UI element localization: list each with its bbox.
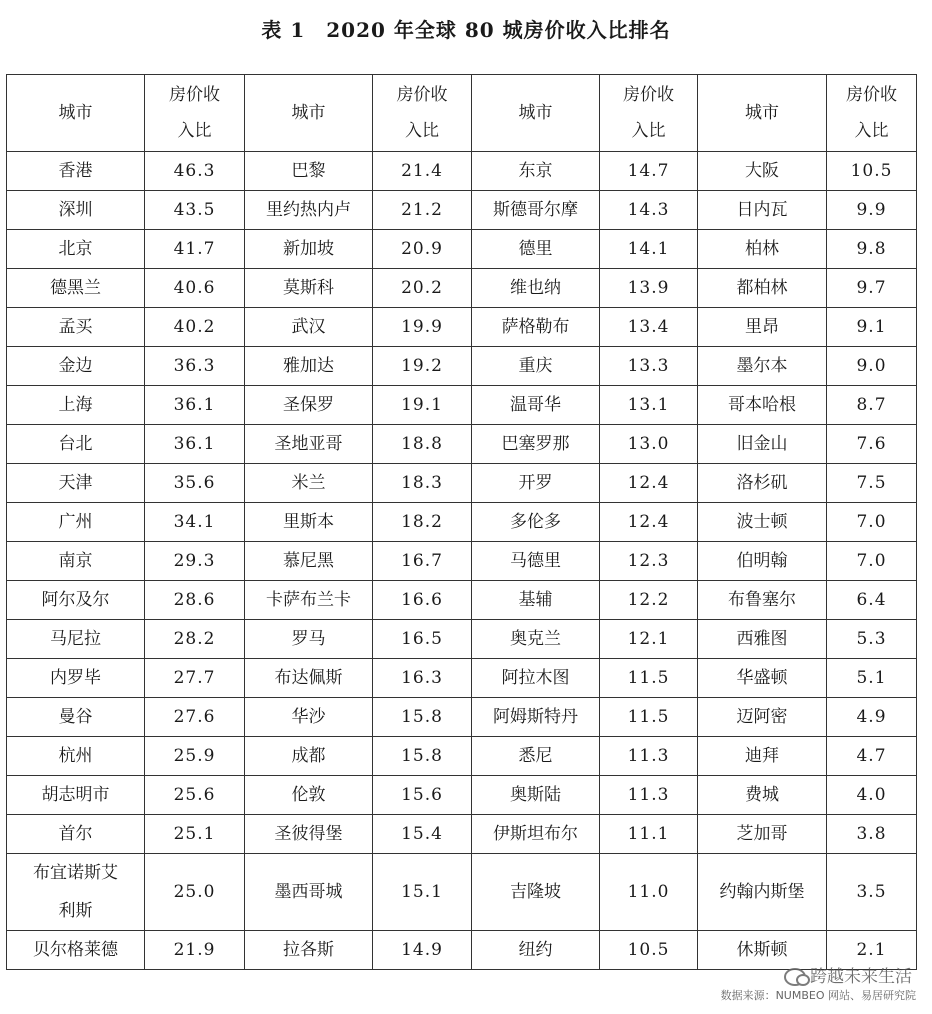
ratio-cell: 7.0 (827, 542, 917, 581)
table-row (7, 464, 917, 503)
ranking-table (6, 74, 917, 970)
city-cell: 米兰 (245, 464, 373, 503)
city-cell: 雅加达 (245, 347, 373, 386)
city-cell: 深圳 (7, 191, 145, 230)
ratio-cell: 25.6 (145, 776, 245, 815)
city-cell: 约翰内斯堡 (698, 854, 827, 931)
city-cell: 阿尔及尔 (7, 581, 145, 620)
city-cell: 南京 (7, 542, 145, 581)
ratio-cell: 18.3 (373, 464, 472, 503)
ratio-cell: 16.7 (373, 542, 472, 581)
city-cell: 布达佩斯 (245, 659, 373, 698)
city-cell: 墨西哥城 (245, 854, 373, 931)
ratio-cell: 19.9 (373, 308, 472, 347)
city-cell: 莫斯科 (245, 269, 373, 308)
ratio-cell: 11.1 (600, 815, 698, 854)
ratio-cell: 43.5 (145, 191, 245, 230)
city-cell: 阿拉木图 (472, 659, 600, 698)
ratio-cell: 40.6 (145, 269, 245, 308)
ratio-cell: 21.4 (373, 152, 472, 191)
ratio-cell: 9.9 (827, 191, 917, 230)
ratio-cell: 11.5 (600, 698, 698, 737)
city-cell: 纽约 (472, 931, 600, 970)
city-cell: 华沙 (245, 698, 373, 737)
ratio-cell: 18.2 (373, 503, 472, 542)
table-row (7, 386, 917, 425)
ratio-cell: 41.7 (145, 230, 245, 269)
ratio-cell: 11.5 (600, 659, 698, 698)
table-row (7, 620, 917, 659)
ratio-cell: 9.1 (827, 308, 917, 347)
city-cell: 台北 (7, 425, 145, 464)
ratio-cell: 3.5 (827, 854, 917, 931)
ratio-cell: 9.7 (827, 269, 917, 308)
table-row (7, 542, 917, 581)
ratio-cell: 11.0 (600, 854, 698, 931)
ratio-cell: 12.4 (600, 464, 698, 503)
city-cell: 伯明翰 (698, 542, 827, 581)
city-cell: 斯德哥尔摩 (472, 191, 600, 230)
ratio-cell: 13.1 (600, 386, 698, 425)
ratio-cell: 8.7 (827, 386, 917, 425)
city-cell: 吉隆坡 (472, 854, 600, 931)
ratio-cell: 35.6 (145, 464, 245, 503)
city-cell: 大阪 (698, 152, 827, 191)
ratio-cell: 15.1 (373, 854, 472, 931)
city-cell: 香港 (7, 152, 145, 191)
city-cell: 马尼拉 (7, 620, 145, 659)
ratio-cell: 12.4 (600, 503, 698, 542)
ratio-cell: 10.5 (600, 931, 698, 970)
table-row (7, 503, 917, 542)
ratio-cell: 7.0 (827, 503, 917, 542)
city-cell: 旧金山 (698, 425, 827, 464)
city-cell: 哥本哈根 (698, 386, 827, 425)
city-cell: 多伦多 (472, 503, 600, 542)
ratio-cell: 11.3 (600, 737, 698, 776)
city-cell: 巴塞罗那 (472, 425, 600, 464)
header-ratio: 房价收 入比 (145, 75, 245, 152)
ratio-cell: 15.8 (373, 737, 472, 776)
city-cell: 布鲁塞尔 (698, 581, 827, 620)
city-cell: 贝尔格莱德 (7, 931, 145, 970)
ratio-cell: 13.9 (600, 269, 698, 308)
ratio-cell: 40.2 (145, 308, 245, 347)
ratio-cell: 16.6 (373, 581, 472, 620)
table-row (7, 308, 917, 347)
ratio-cell: 20.2 (373, 269, 472, 308)
ratio-cell: 9.8 (827, 230, 917, 269)
table-row (7, 698, 917, 737)
ratio-cell: 36.1 (145, 386, 245, 425)
city-cell: 里昂 (698, 308, 827, 347)
ratio-cell: 5.1 (827, 659, 917, 698)
header-city: 城市 (698, 75, 827, 152)
table-row (7, 347, 917, 386)
header-city: 城市 (7, 75, 145, 152)
ratio-cell: 46.3 (145, 152, 245, 191)
ratio-cell: 4.0 (827, 776, 917, 815)
table-row (7, 854, 917, 931)
city-cell: 马德里 (472, 542, 600, 581)
table-row (7, 230, 917, 269)
ratio-cell: 18.8 (373, 425, 472, 464)
city-cell: 西雅图 (698, 620, 827, 659)
ratio-cell: 11.3 (600, 776, 698, 815)
ratio-cell: 12.2 (600, 581, 698, 620)
ratio-cell: 3.8 (827, 815, 917, 854)
city-cell: 里约热内卢 (245, 191, 373, 230)
header-city: 城市 (245, 75, 373, 152)
city-cell: 日内瓦 (698, 191, 827, 230)
ratio-cell: 12.1 (600, 620, 698, 659)
header-row (7, 75, 917, 152)
city-cell: 芝加哥 (698, 815, 827, 854)
ratio-cell: 25.0 (145, 854, 245, 931)
ratio-cell: 36.3 (145, 347, 245, 386)
city-cell: 悉尼 (472, 737, 600, 776)
city-cell: 德里 (472, 230, 600, 269)
city-cell: 杭州 (7, 737, 145, 776)
city-cell: 罗马 (245, 620, 373, 659)
city-cell: 拉各斯 (245, 931, 373, 970)
ratio-cell: 13.0 (600, 425, 698, 464)
ratio-cell: 14.9 (373, 931, 472, 970)
ratio-cell: 20.9 (373, 230, 472, 269)
ratio-cell: 7.6 (827, 425, 917, 464)
ratio-cell: 29.3 (145, 542, 245, 581)
table-row (7, 191, 917, 230)
header-ratio: 房价收 入比 (827, 75, 917, 152)
ratio-cell: 9.0 (827, 347, 917, 386)
city-cell: 北京 (7, 230, 145, 269)
city-cell: 波士顿 (698, 503, 827, 542)
city-cell: 成都 (245, 737, 373, 776)
ratio-cell: 10.5 (827, 152, 917, 191)
table-row (7, 931, 917, 970)
wechat-icon (784, 968, 806, 986)
city-cell: 迪拜 (698, 737, 827, 776)
city-cell: 奥克兰 (472, 620, 600, 659)
ratio-cell: 28.2 (145, 620, 245, 659)
ratio-cell: 16.5 (373, 620, 472, 659)
data-source-note: 数据来源：NUMBEO 网站、易居研究院 (720, 989, 916, 1002)
city-cell: 迈阿密 (698, 698, 827, 737)
city-cell: 上海 (7, 386, 145, 425)
city-cell: 天津 (7, 464, 145, 503)
city-cell: 圣彼得堡 (245, 815, 373, 854)
city-cell: 柏林 (698, 230, 827, 269)
city-cell: 武汉 (245, 308, 373, 347)
city-cell: 新加坡 (245, 230, 373, 269)
city-cell: 伦敦 (245, 776, 373, 815)
city-cell: 德黑兰 (7, 269, 145, 308)
table-row (7, 152, 917, 191)
table-row (7, 737, 917, 776)
watermark (784, 962, 912, 987)
ratio-cell: 16.3 (373, 659, 472, 698)
city-cell: 伊斯坦布尔 (472, 815, 600, 854)
ratio-cell: 14.1 (600, 230, 698, 269)
header-ratio: 房价收 入比 (600, 75, 698, 152)
ratio-cell: 14.3 (600, 191, 698, 230)
table-row (7, 659, 917, 698)
ratio-cell: 14.7 (600, 152, 698, 191)
ratio-cell: 25.1 (145, 815, 245, 854)
header-ratio: 房价收 入比 (373, 75, 472, 152)
city-cell: 广州 (7, 503, 145, 542)
ratio-cell: 36.1 (145, 425, 245, 464)
city-cell: 布宜诺斯艾 利斯 (7, 854, 145, 931)
city-cell: 巴黎 (245, 152, 373, 191)
city-cell: 重庆 (472, 347, 600, 386)
watermark-text: 跨越未来生活 (810, 967, 912, 987)
ratio-cell: 27.6 (145, 698, 245, 737)
city-cell: 首尔 (7, 815, 145, 854)
ratio-cell: 6.4 (827, 581, 917, 620)
ratio-cell: 15.6 (373, 776, 472, 815)
ratio-cell: 13.3 (600, 347, 698, 386)
city-cell: 墨尔本 (698, 347, 827, 386)
city-cell: 温哥华 (472, 386, 600, 425)
table-body (7, 152, 917, 970)
city-cell: 基辅 (472, 581, 600, 620)
city-cell: 孟买 (7, 308, 145, 347)
city-cell: 里斯本 (245, 503, 373, 542)
city-cell: 萨格勒布 (472, 308, 600, 347)
table-title: 表 1 2020 年全球 80 城房价收入比排名 (261, 18, 671, 42)
table-row (7, 815, 917, 854)
city-cell: 圣保罗 (245, 386, 373, 425)
city-cell: 维也纳 (472, 269, 600, 308)
city-cell: 华盛顿 (698, 659, 827, 698)
ratio-cell: 15.8 (373, 698, 472, 737)
city-cell: 胡志明市 (7, 776, 145, 815)
city-cell: 休斯顿 (698, 931, 827, 970)
ratio-cell: 27.7 (145, 659, 245, 698)
header-city: 城市 (472, 75, 600, 152)
ratio-cell: 21.9 (145, 931, 245, 970)
ratio-cell: 25.9 (145, 737, 245, 776)
ratio-cell: 12.3 (600, 542, 698, 581)
ratio-cell: 5.3 (827, 620, 917, 659)
ratio-cell: 34.1 (145, 503, 245, 542)
city-cell: 曼谷 (7, 698, 145, 737)
ratio-cell: 15.4 (373, 815, 472, 854)
table-row (7, 581, 917, 620)
city-cell: 都柏林 (698, 269, 827, 308)
ratio-cell: 4.9 (827, 698, 917, 737)
ratio-cell: 7.5 (827, 464, 917, 503)
ratio-cell: 21.2 (373, 191, 472, 230)
city-cell: 开罗 (472, 464, 600, 503)
city-cell: 内罗毕 (7, 659, 145, 698)
city-cell: 东京 (472, 152, 600, 191)
table-row (7, 425, 917, 464)
table-row (7, 776, 917, 815)
table-row (7, 269, 917, 308)
city-cell: 奥斯陆 (472, 776, 600, 815)
city-cell: 阿姆斯特丹 (472, 698, 600, 737)
ratio-cell: 28.6 (145, 581, 245, 620)
city-cell: 费城 (698, 776, 827, 815)
ratio-cell: 13.4 (600, 308, 698, 347)
ratio-cell: 19.1 (373, 386, 472, 425)
city-cell: 洛杉矶 (698, 464, 827, 503)
ratio-cell: 4.7 (827, 737, 917, 776)
ratio-cell: 2.1 (827, 931, 917, 970)
ratio-cell: 19.2 (373, 347, 472, 386)
city-cell: 卡萨布兰卡 (245, 581, 373, 620)
city-cell: 圣地亚哥 (245, 425, 373, 464)
city-cell: 慕尼黑 (245, 542, 373, 581)
city-cell: 金边 (7, 347, 145, 386)
